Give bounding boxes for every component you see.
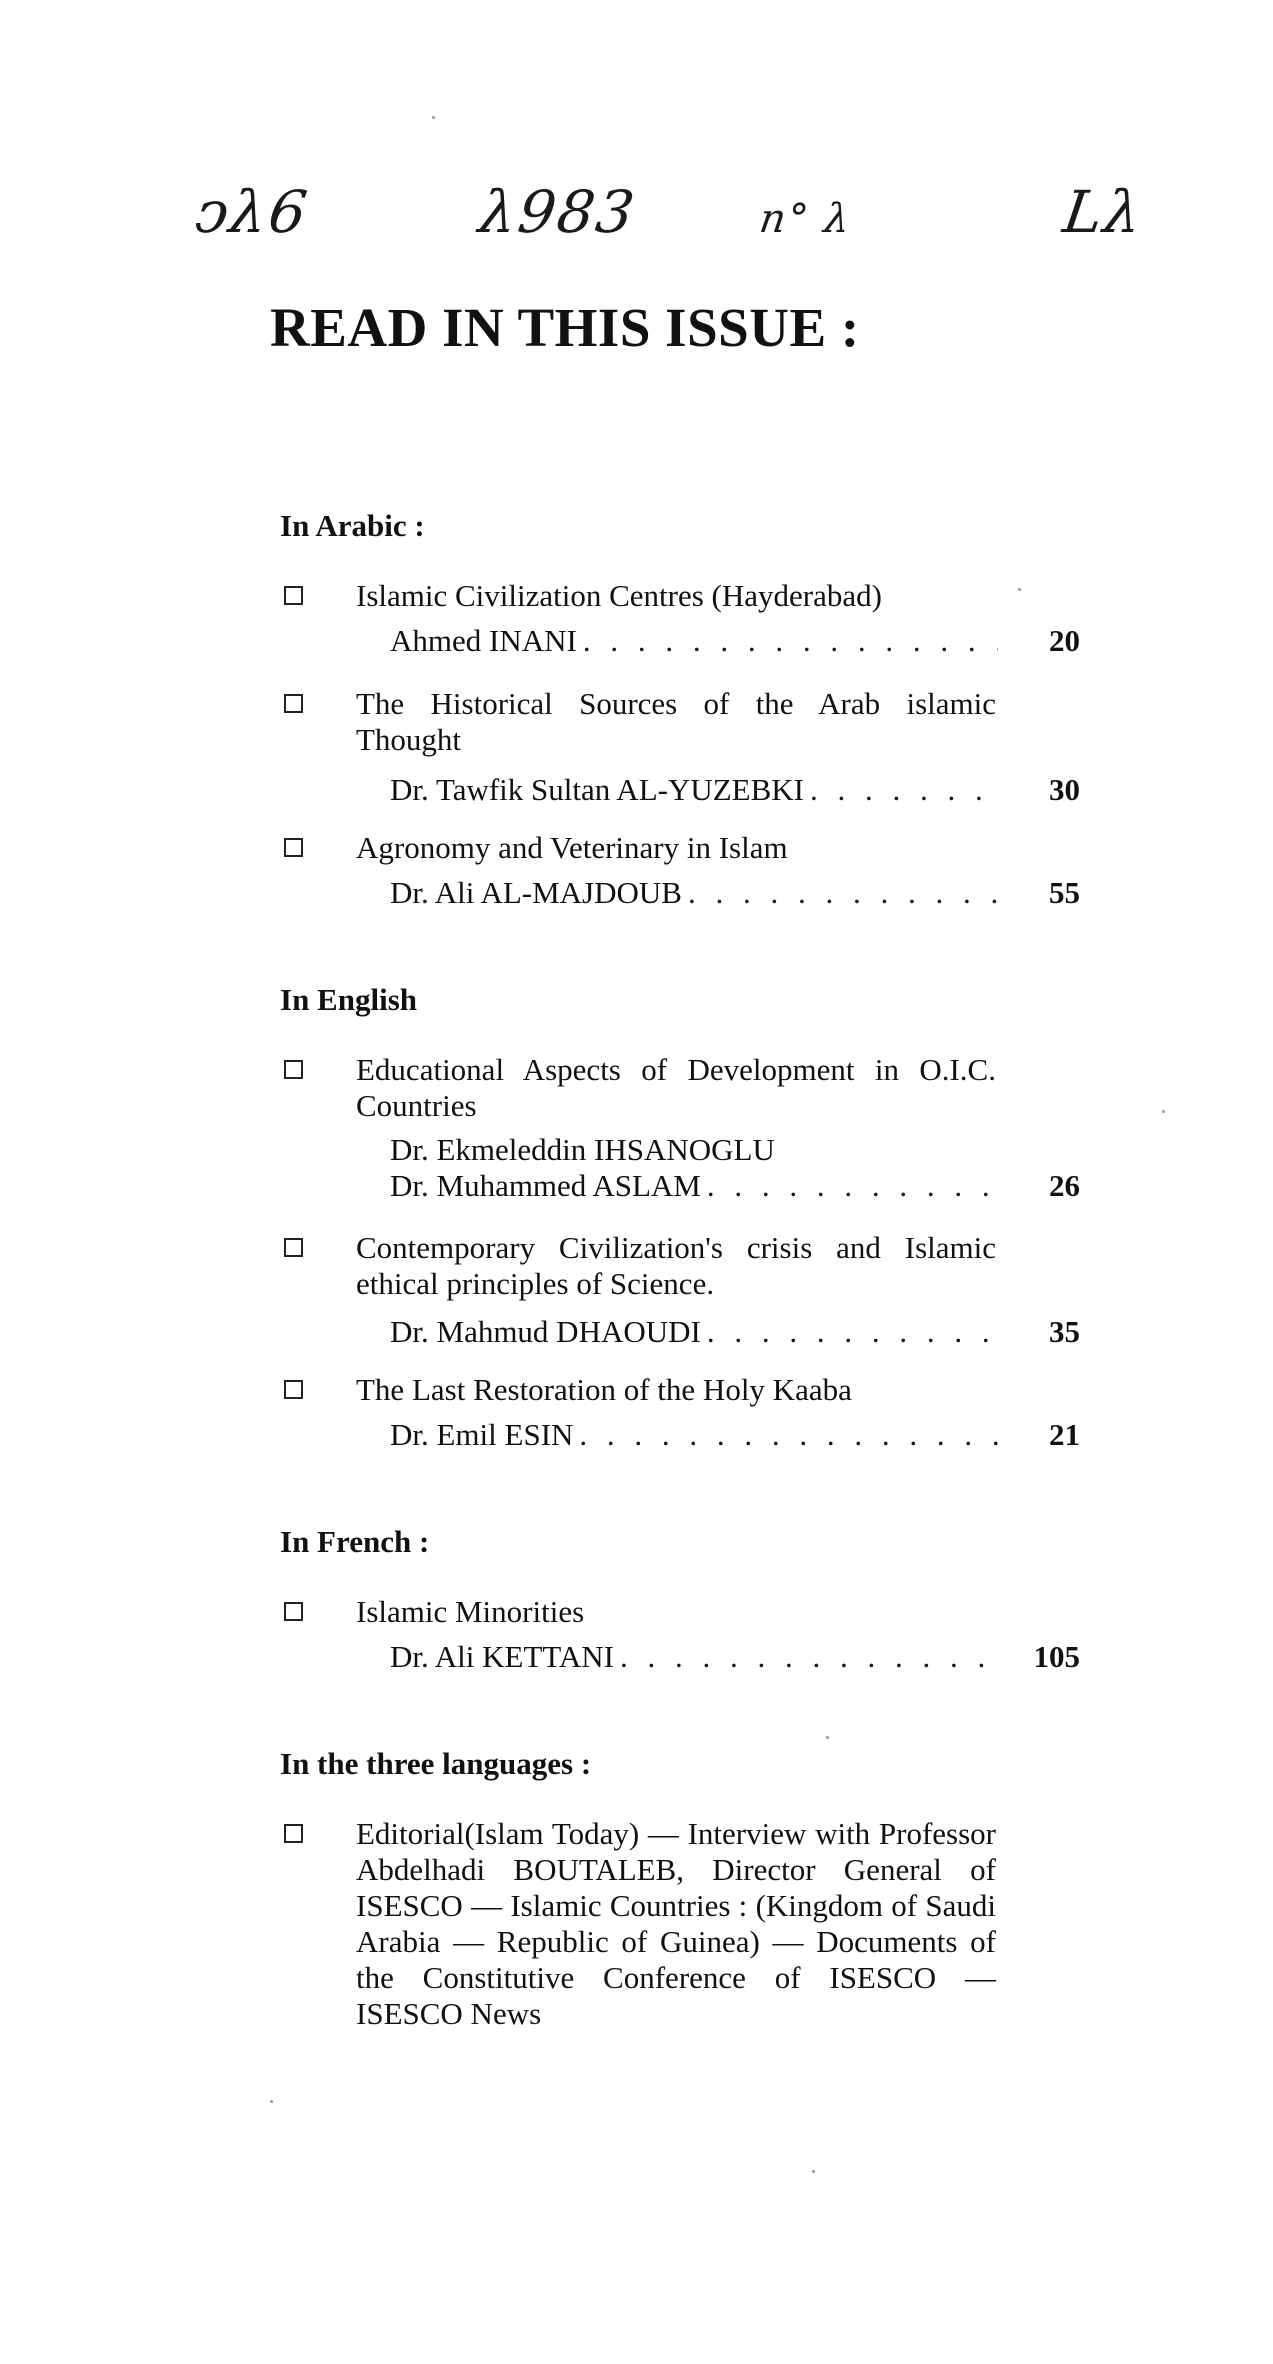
author-name: Dr. Ekmeleddin IHSANOGLU xyxy=(390,1132,775,1167)
author-name: Dr. Mahmud DHAOUDI xyxy=(390,1314,701,1349)
leader-dots xyxy=(579,1417,998,1453)
article-title: Editorial(Islam Today) — Interview with Professor Abdelhadi BOUTALEB, Director General of ISESCO — Islamic Countries : (Kingdom of Saudi Arabia — Republic of Guinea) — Documents of the Constitutive Conference of ISESCO — ISESCO News xyxy=(356,1816,996,2031)
checkbox-icon xyxy=(284,1380,303,1399)
author-line xyxy=(390,1639,1080,1675)
checkbox-icon xyxy=(284,694,303,713)
author-line xyxy=(390,1168,1080,1204)
section-heading-arabic: In Arabic : xyxy=(280,508,425,543)
page-number: 30 xyxy=(1049,772,1080,807)
leader-dots xyxy=(620,1639,998,1675)
handwritten-note-1: ↄλ6 xyxy=(191,178,313,246)
checkbox-icon xyxy=(284,838,303,857)
checkbox-icon xyxy=(284,586,303,605)
page-number: 55 xyxy=(1049,875,1080,910)
page-number: 26 xyxy=(1049,1168,1080,1203)
checkbox-icon xyxy=(284,1602,303,1621)
author-line xyxy=(390,1417,1080,1453)
page-title: READ IN THIS ISSUE : xyxy=(270,297,860,358)
handwritten-issue-number: n° λ xyxy=(756,196,856,242)
page-number: 35 xyxy=(1049,1314,1080,1349)
author-line xyxy=(390,1314,1080,1350)
checkbox-icon xyxy=(284,1824,303,1843)
article-title: Agronomy and Veterinary in Islam xyxy=(356,830,788,865)
scan-speck xyxy=(812,2170,815,2173)
article-title: Contemporary Civilization's crisis and Islamic ethical principles of Science. xyxy=(356,1230,996,1301)
handwritten-year: λ983 xyxy=(475,178,641,246)
page-number: 21 xyxy=(1049,1417,1080,1452)
section-heading-three-languages: In the three languages : xyxy=(280,1746,592,1781)
author-line xyxy=(390,875,1080,911)
article-title: Islamic Civilization Centres (Hayderabad) xyxy=(356,578,882,613)
page-number: 105 xyxy=(1033,1639,1080,1674)
leader-dots xyxy=(707,1168,998,1204)
section-heading-english: In English xyxy=(280,982,418,1017)
handwritten-note-4: Lλ xyxy=(1059,178,1149,246)
leader-dots xyxy=(583,623,998,659)
scan-speck xyxy=(270,2100,273,2103)
author-name: Dr. Ali KETTANI xyxy=(390,1639,614,1674)
scan-speck xyxy=(432,116,435,119)
scan-speck xyxy=(1162,1110,1165,1113)
leader-dots xyxy=(810,772,998,808)
checkbox-icon xyxy=(284,1060,303,1079)
author-name: Dr. Muhammed ASLAM xyxy=(390,1168,701,1203)
article-title: The Historical Sources of the Arab islamic Thought xyxy=(356,686,996,757)
author-name: Ahmed INANI xyxy=(390,623,577,658)
author-line xyxy=(390,772,1080,808)
leader-dots xyxy=(707,1314,998,1350)
author-name: Dr. Ali AL-MAJDOUB xyxy=(390,875,682,910)
section-heading-french: In French : xyxy=(280,1524,430,1559)
author-name: Dr. Tawfik Sultan AL-YUZEBKI xyxy=(390,772,804,807)
page-number: 20 xyxy=(1049,623,1080,658)
checkbox-icon xyxy=(284,1238,303,1257)
article-title: Islamic Minorities xyxy=(356,1594,585,1629)
leader-dots xyxy=(688,875,998,911)
author-line xyxy=(390,623,1080,659)
scan-speck xyxy=(826,1736,829,1739)
scan-speck xyxy=(1018,588,1021,591)
author-name: Dr. Emil ESIN xyxy=(390,1417,574,1452)
article-title: The Last Restoration of the Holy Kaaba xyxy=(356,1372,852,1407)
article-title: Educational Aspects of Development in O.I.C. Countries xyxy=(356,1052,996,1123)
